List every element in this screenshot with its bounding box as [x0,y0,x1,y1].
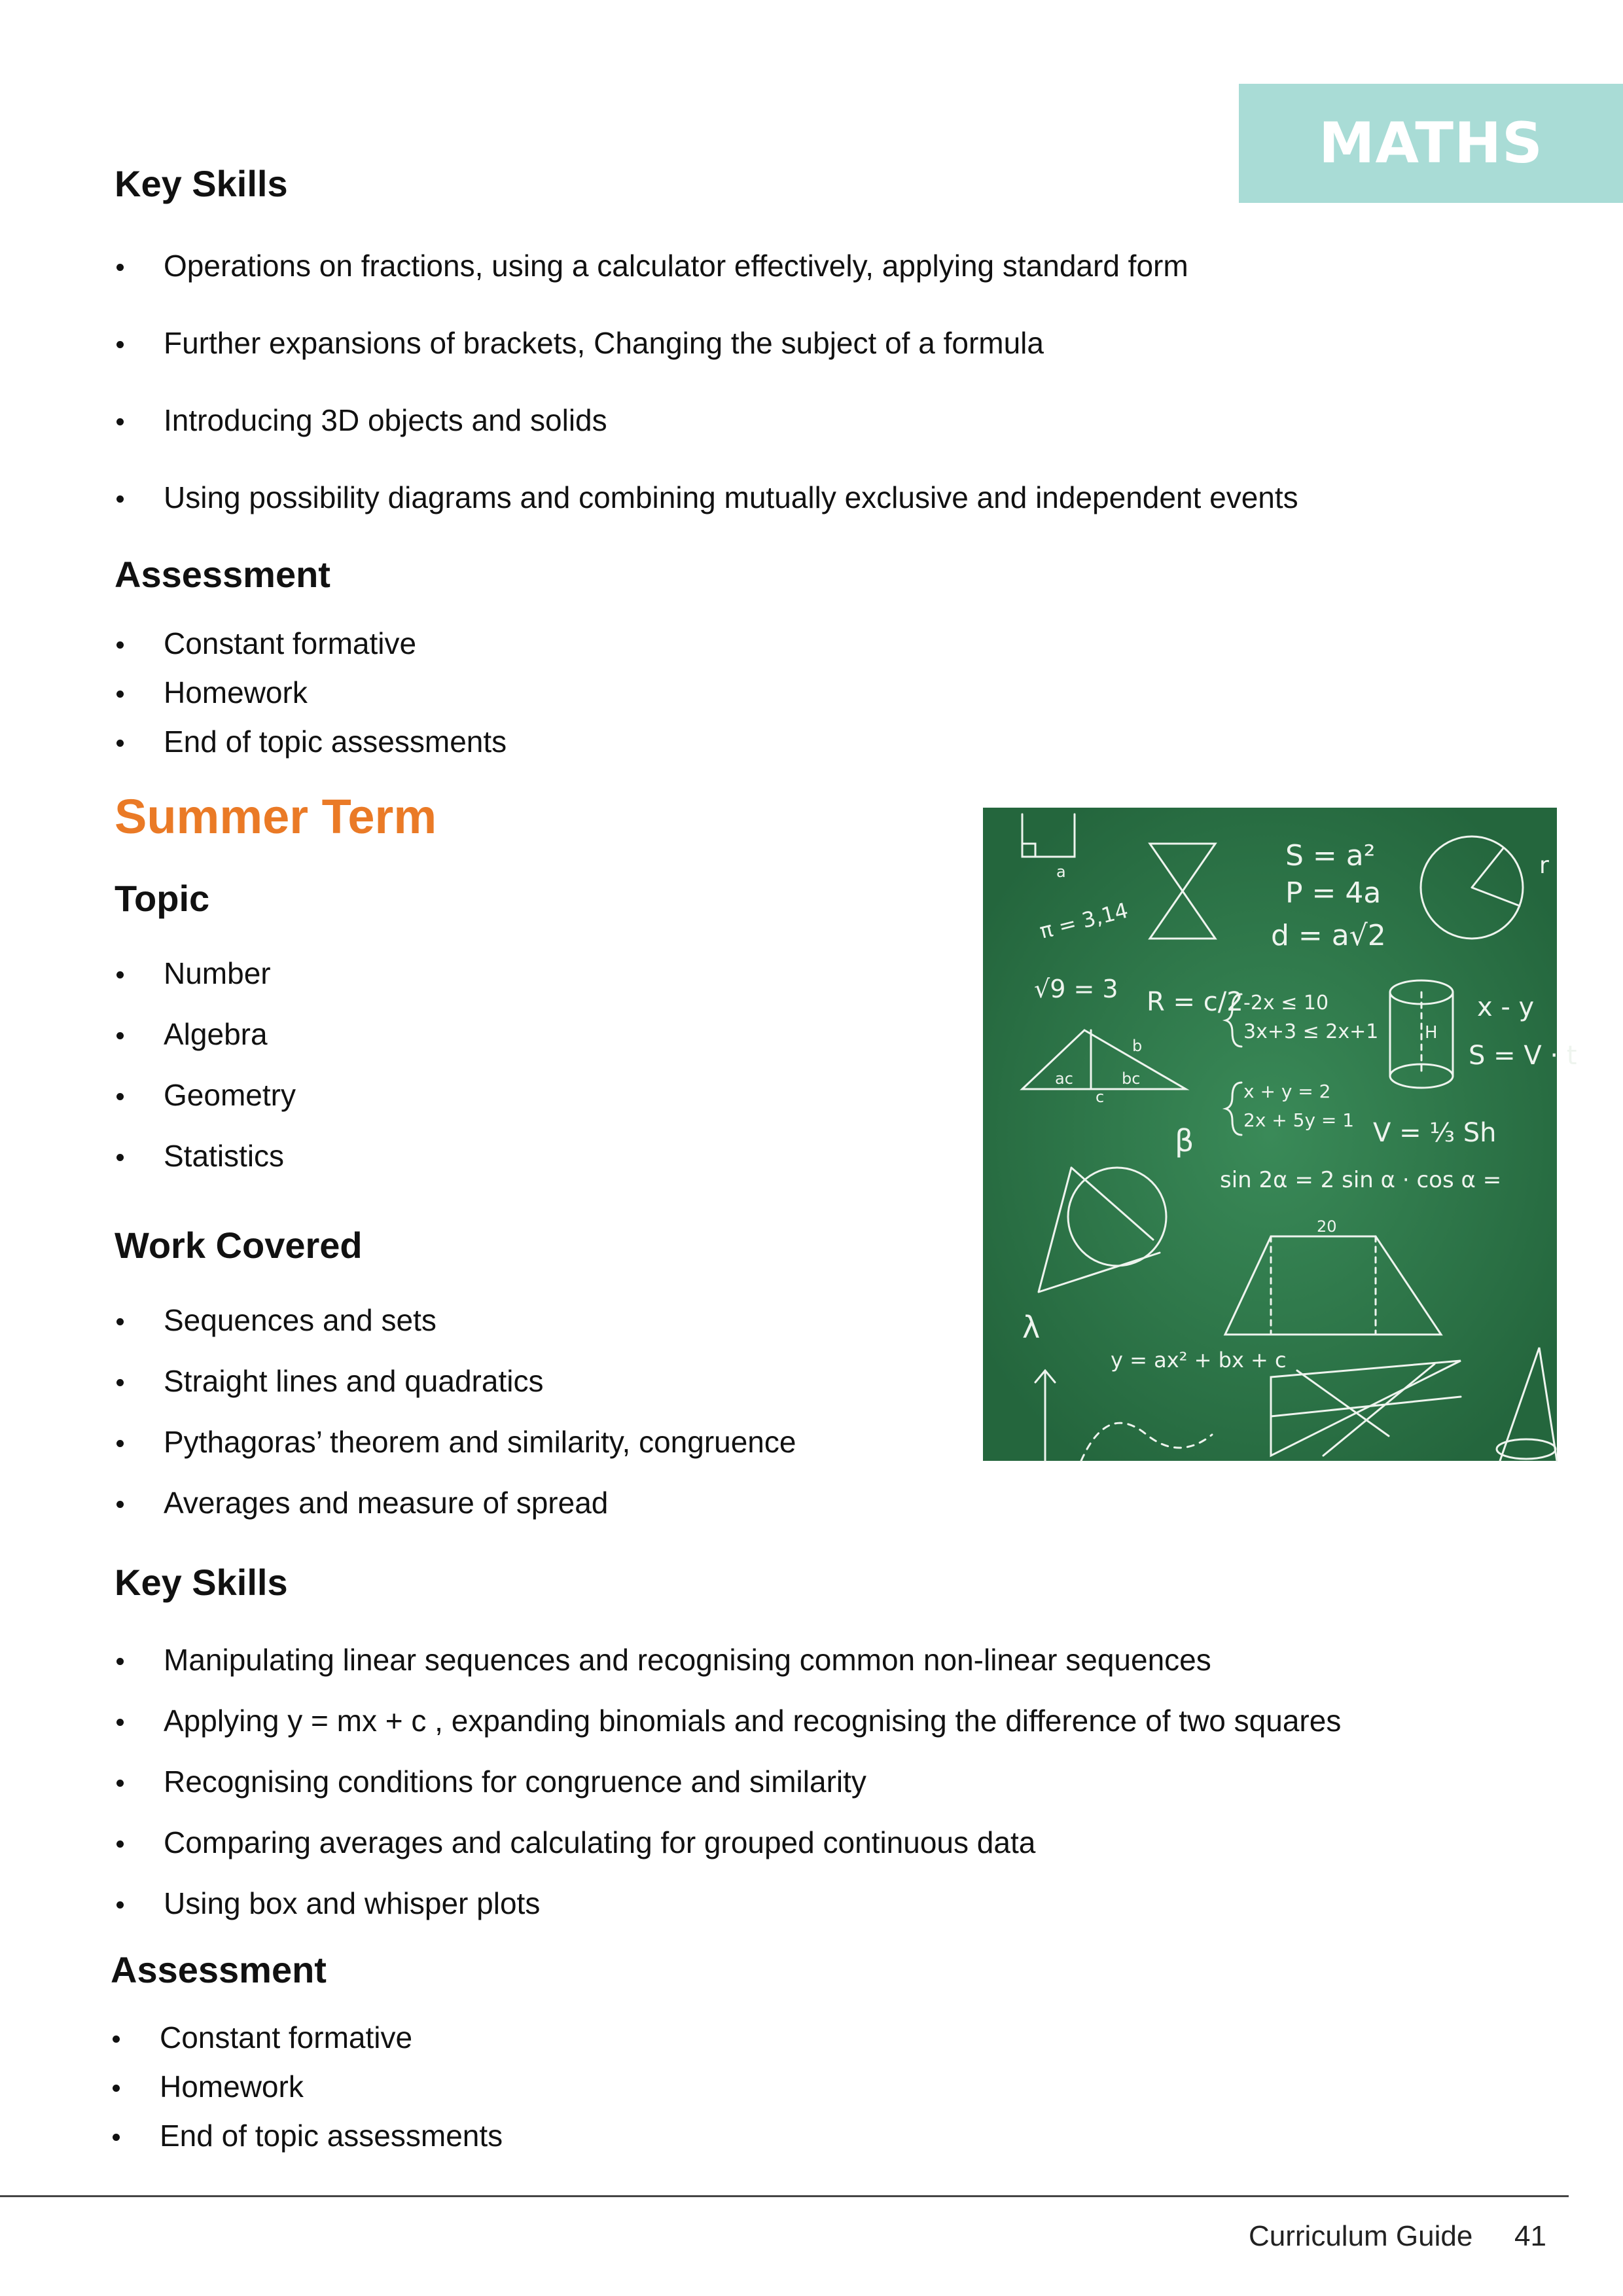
formula-radius: R = c/2 [1147,987,1243,1017]
list-item: Comparing averages and calculating for grouped continuous data [115,1824,1341,1861]
summer-key-skills-heading: Key Skills [115,1562,288,1603]
list-item: Straight lines and quadratics [115,1363,796,1399]
list-item: Homework [115,674,507,711]
chalkboard-image [983,808,1577,1461]
formula-sys2: 2x + 5y = 1 [1243,1109,1355,1131]
topic-list [115,955,296,1174]
list-item: Homework [111,2068,503,2105]
label-ac: ac [1055,1069,1073,1088]
list-item: Applying y = mx + c , expanding binomials and recognising the difference of two squares [115,1702,1341,1739]
footer-guide-title: Curriculum Guide [1249,2220,1473,2252]
list-item: End of topic assessments [111,2117,503,2154]
list-item: Statistics [115,1138,296,1174]
formula-sine-double: sin 2α = 2 sin α · cos α = [1220,1167,1502,1193]
key-skills-list [115,247,1298,516]
subject-tab-label: MATHS [1318,111,1543,176]
list-item: Using possibility diagrams and combining mutually exclusive and independent events [115,479,1298,516]
summer-assessment-list [111,2019,503,2154]
list-item: Algebra [115,1016,296,1052]
formula-lambda: λ [1022,1310,1041,1345]
formula-quadratic: y = ax² + bx + c [1111,1348,1287,1372]
summer-key-skills-list [115,1641,1341,1922]
summer-assessment-heading: Assessment [111,1949,327,1990]
list-item: Using box and whisper plots [115,1885,1341,1922]
footer-divider [0,2195,1569,2197]
page-number: 41 [1514,2220,1546,2252]
formula-beta: β [1175,1123,1194,1158]
formula-perimeter: P = 4a [1285,876,1382,910]
formula-diagonal: d = a√2 [1271,919,1386,952]
label-bc: bc [1122,1069,1141,1088]
formula-cyl-x: x - y [1477,992,1535,1022]
formula-area: S = a² [1285,839,1376,872]
work-covered-list [115,1302,796,1521]
formula-sys1: x + y = 2 [1243,1081,1331,1102]
chalkboard-drawing [983,808,1577,1461]
label-trap-top: 20 [1317,1217,1337,1236]
key-skills-heading: Key Skills [115,163,288,204]
term-heading: Summer Term [115,789,437,844]
label-a: a [1056,863,1066,881]
list-item: Sequences and sets [115,1302,796,1338]
label-b: b [1132,1037,1143,1055]
formula-root: √9 = 3 [1034,975,1118,1003]
list-item: Constant formative [115,625,507,662]
subject-tab [1239,84,1623,203]
formula-cyl-s: S = V · t [1469,1041,1577,1071]
list-item: Geometry [115,1077,296,1113]
list-item: Averages and measure of spread [115,1484,796,1521]
list-item: Constant formative [111,2019,503,2056]
label-h: H [1425,1023,1438,1043]
work-covered-heading: Work Covered [115,1225,363,1266]
formula-ineq2: 3x+3 ≤ 2x+1 [1243,1020,1379,1043]
assessment-list [115,625,507,760]
list-item: End of topic assessments [115,723,507,760]
list-item: Manipulating linear sequences and recognising common non-linear sequences [115,1641,1341,1678]
label-r: r [1539,852,1549,879]
label-c: c [1096,1088,1105,1106]
list-item: Pythagoras’ theorem and similarity, congruence [115,1424,796,1460]
assessment-heading: Assessment [115,554,330,595]
list-item: Number [115,955,296,992]
formula-cone-volume: V = ⅓ Sh [1373,1118,1497,1148]
list-item: Further expansions of brackets, Changing the subject of a formula [115,325,1298,361]
list-item: Introducing 3D objects and solids [115,402,1298,439]
list-item: Operations on fractions, using a calculator effectively, applying standard form [115,247,1298,284]
formula-pi: π = 3,14 [1037,897,1131,944]
topic-heading: Topic [115,878,210,919]
formula-ineq1: -2x ≤ 10 [1243,992,1329,1014]
list-item: Recognising conditions for congruence and similarity [115,1763,1341,1800]
